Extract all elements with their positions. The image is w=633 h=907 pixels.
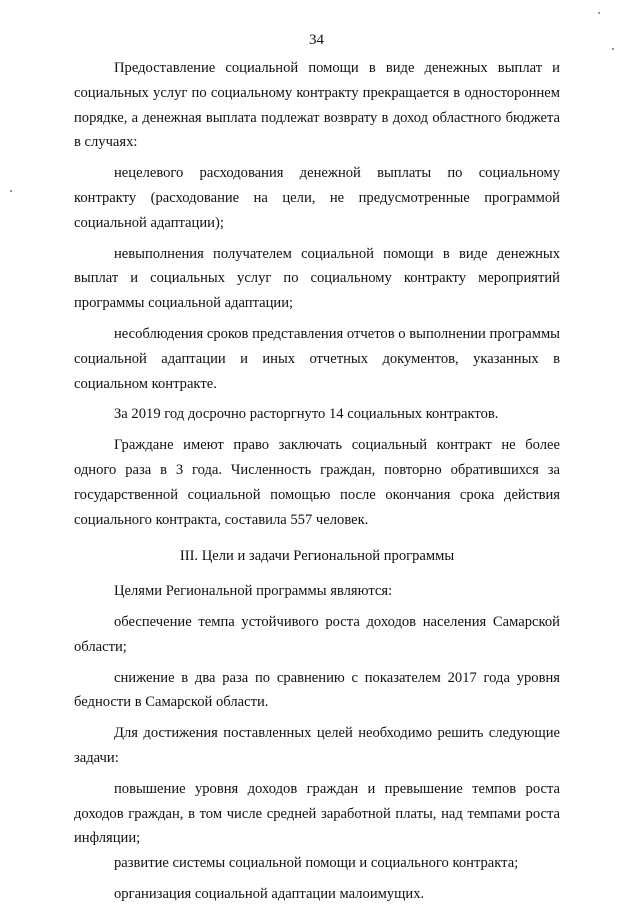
paragraph-task-social-assistance: развитие системы социальной помощи и социального контракта; (114, 855, 519, 872)
scan-speck (598, 12, 600, 14)
paragraph-goal-poverty-reduction: снижение в два раза по сравнению с показателем 2017 года уровня бедности в Самарской области. (74, 669, 560, 711)
paragraph-misuse-case: нецелевого расходования денежной выплаты по социальному контракту (расходование на цели, не предусмотренные программой социальной адаптации); (74, 165, 560, 231)
paragraph-goals-intro: Целями Региональной программы являются: (114, 583, 393, 600)
paragraph-termination-conditions: Предоставление социальной помощи в виде денежных выплат и социальных услуг по социальному контракту прекращается в одностороннем порядке, а денежная выплата подлежат возврату в доход областного бюджета в случаях: (74, 60, 560, 151)
paragraph-task-social-adaptation: организация социальной адаптации малоимущих. (114, 885, 425, 902)
paragraph-terminated-count: За 2019 год досрочно расторгнуто 14 социальных контрактов. (114, 406, 499, 423)
page-number: 34 (309, 32, 324, 48)
paragraph-non-fulfillment-case: невыполнения получателем социальной помощи в виде денежных выплат и социальных услуг по социальному контракту мероприятий программы социальной адаптации; (74, 245, 560, 312)
paragraph-goal-income-growth: обеспечение темпа устойчивого роста доходов населения Самарской области; (74, 613, 560, 655)
paragraph-task-income-increase: повышение уровня доходов граждан и превышение темпов роста доходов граждан, в том числе средней заработной платы, над темпами роста инфляции; (74, 780, 560, 847)
paragraph-repeat-applicants: Граждане имеют право заключать социальный контракт не более одного раза в 3 года. Численность граждан, повторно обратившихся за государственной социальной помощью после окончания срока действия социального контракта, составила 557 человек. (74, 437, 560, 528)
paragraph-tasks-intro: Для достижения поставленных целей необходимо решить следующие задачи: (74, 725, 560, 766)
document-body (74, 56, 560, 907)
section-heading: III. Цели и задачи Региональной программы (179, 548, 455, 565)
paragraph-reporting-case: несоблюдения сроков представления отчетов о выполнении программы социальной адаптации и иных отчетных документов, указанных в социальном контракте. (74, 325, 560, 392)
scan-speck (10, 190, 12, 192)
scan-speck (612, 48, 614, 50)
